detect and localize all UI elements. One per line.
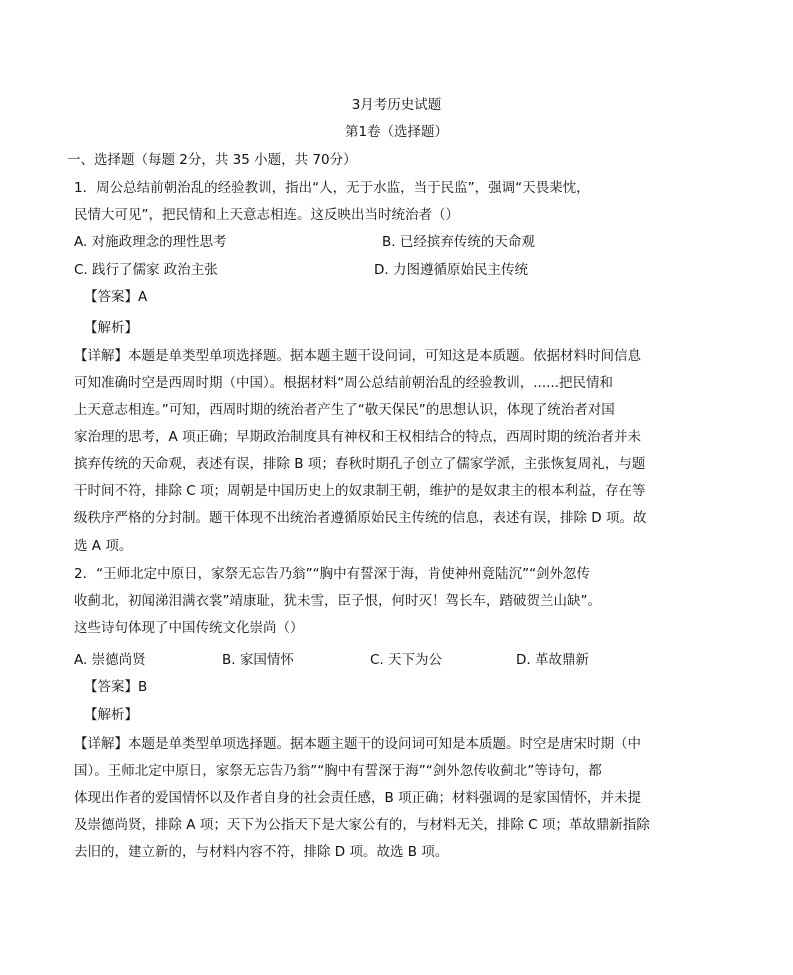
q2-stem-line-3: 这些诗句体现了中国传统文化崇尚（） <box>74 620 304 636</box>
q1-option-a: A. 对施政理念的理性思考 <box>74 234 227 250</box>
q2-option-a: A. 崇德尚贤 <box>74 652 146 668</box>
q1-detail-line-7: 级秩序严格的分封制。题干体现不出统治者遵循原始民主传统的信息，表述有误，排除 D 项。故 <box>74 510 647 526</box>
q1-detail-line-2: 可知准确时空是西周时期（中国）。根据材料“周公总结前朝治乱的经验教训，......把民情和 <box>74 375 613 391</box>
q1-answer: 【答案】A <box>84 289 148 305</box>
q2-detail-line-3: 体现出作者的爱国情怀以及作者自身的社会责任感，B 项正确；材料强调的是家国情怀，并未提 <box>74 790 642 806</box>
q1-option-b: B. 已经摈弃传统的天命观 <box>382 234 535 250</box>
q1-detail-line-4: 家治理的思考，A 项正确；早期政治制度具有神权和王权相结合的特点，西周时期的统治者并未 <box>74 429 642 445</box>
q2-detail-line-2: 国）。王师北定中原日，家祭无忘告乃翁”“胸中有誓深于海”“剑外忽传收蓟北”等诗句，都 <box>74 763 602 779</box>
q2-answer: 【答案】B <box>84 679 148 695</box>
q2-detail-line-5: 去旧的，建立新的，与材料内容不符，排除 D 项。故选 B 项。 <box>74 844 449 860</box>
q2-option-d: D. 革故鼎新 <box>516 652 589 668</box>
q2-detail-line-4: 及崇德尚贤，排除 A 项；天下为公指天下是大家公有的，与材料无关，排除 C 项；革故鼎新指除 <box>74 817 650 833</box>
q2-stem-line-1: 2．“王师北定中原日，家祭无忘告乃翁”“胸中有誓深于海，肯使神州竟陆沉”“剑外忽传 <box>74 566 591 582</box>
q1-stem-line-1: 1．周公总结前朝治乱的经验教训，指出“人，无于水监，当于民监”，强调“天畏棐忱， <box>74 180 590 196</box>
section-header: 一、选择题（每题 2分，共 35 小题，共 70分） <box>67 152 357 168</box>
q2-detail-line-1: 【详解】本题是单类型单项选择题。据本题主题干的设问词可知是本质题。时空是唐宋时期（中 <box>74 736 641 752</box>
q2-option-c: C. 天下为公 <box>370 652 443 668</box>
q1-detail-line-6: 干时间不符，排除 C 项；周朝是中国历史上的奴隶制王朝，维护的是奴隶主的根本利益，存在等 <box>74 483 646 499</box>
q2-analysis-label: 【解析】 <box>84 707 138 723</box>
q1-option-d: D. 力图遵循原始民主传统 <box>374 262 528 278</box>
page-title: 3月考历史试题 <box>351 97 442 113</box>
q1-detail-line-1: 【详解】本题是单类型单项选择题。据本题主题干设问词，可知这是本质题。依据材料时间信息 <box>74 348 641 364</box>
q1-stem-line-2: 民情大可见”，把民情和上天意志相连。这反映出当时统治者（） <box>74 207 459 223</box>
q1-detail-line-8: 选 A 项。 <box>74 538 133 554</box>
page-subtitle: 第1卷（选择题） <box>344 124 449 140</box>
q2-option-b: B. 家国情怀 <box>222 652 294 668</box>
q1-detail-line-5: 摈弃传统的天命观，表述有误，排除 B 项；春秋时期孔子创立了儒家学派，主张恢复周礼，与题 <box>74 456 646 472</box>
q2-stem-line-2: 收蓟北，初闻涕泪满衣裳”靖康耻，犹未雪，臣子恨，何时灭！驾长车，踏破贺兰山缺”。 <box>74 593 601 609</box>
q1-analysis-label: 【解析】 <box>84 320 138 336</box>
q1-detail-line-3: 上天意志相连。”可知，西周时期的统治者产生了“敬天保民”的思想认识，体现了统治者对国 <box>74 402 615 418</box>
q1-option-c: C. 践行了儒家 政治主张 <box>74 262 218 278</box>
